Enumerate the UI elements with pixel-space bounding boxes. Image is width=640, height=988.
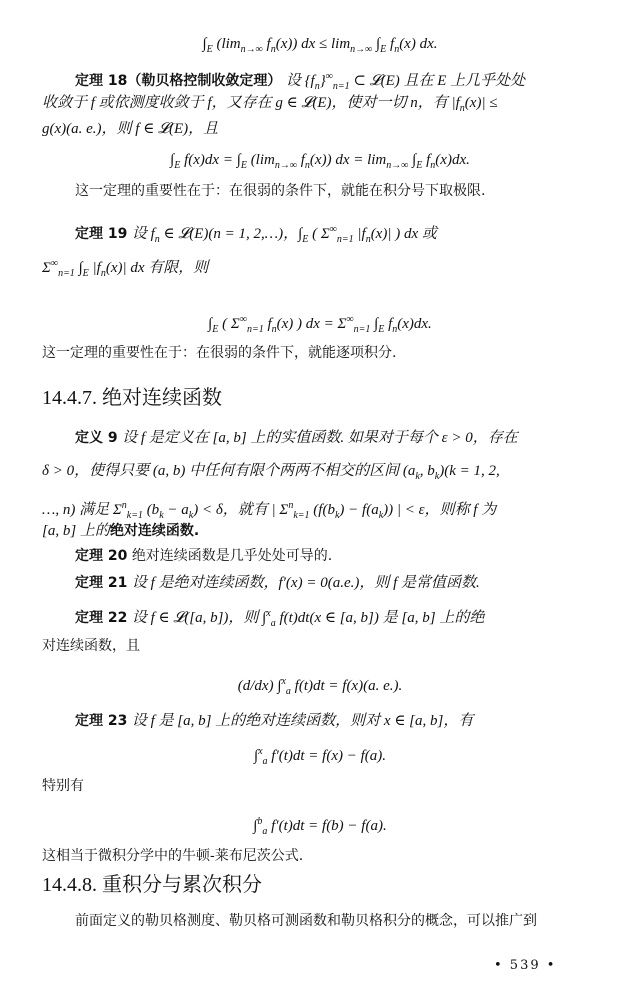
special-case-label: 特别有 [42, 778, 84, 794]
theorem-18-line3: g(x)(a. e.)，则 f ∈ 𝓛(E)，且 [42, 121, 219, 137]
theorem-18-note: 这一定理的重要性在于：在很弱的条件下，就能在积分号下取极限. [75, 183, 486, 199]
definition-text: [a, b] 上的 [42, 523, 110, 539]
equation-newton-leibniz: ∫$^b_a$ f′(t)dt = f(b) − f(a). [253, 816, 387, 837]
paragraph: 前面定义的勒贝格测度、勒贝格可测函数和勒贝格积分的概念，可以推广到 [75, 913, 537, 929]
page-number: • 539 • [494, 958, 557, 973]
theorem-text: 设 f 是绝对连续函数，f′(x) = 0(a.e.)，则 f 是常值函数. [131, 575, 480, 591]
theorem-22-line1 [75, 604, 484, 634]
theorem-label: 定理 21 [75, 575, 128, 591]
definition-label: 定义 9 [75, 430, 118, 446]
theorem-text: 设 f 是 [a, b] 上的绝对连续函数，则对 x ∈ [a, b]，有 [131, 713, 474, 729]
theorem-label: 定理 20 [75, 548, 128, 564]
theorem-18-line2: 收敛于 f 或依测度收敛于 f，又存在 g ∈ 𝓛(E)，使对一切 n，有 $|f_n(x)|$ ≤ [42, 95, 498, 114]
theorem-label: 定理 18（勒贝格控制收敛定理） [75, 73, 282, 89]
equation-derivative-integral: (d/dx) ∫$^x_a$ f(t)dt = f(x)(a. e.). [237, 676, 403, 697]
theorem-23-line1 [75, 711, 473, 731]
section-heading-14-4-8: 14.4.8. 重积分与累次积分 [42, 874, 262, 896]
theorem-19-line2: $\Sigma^\infty_{n=1}$ $\int_E$ $|f_n(x)|$ dx 有限，则 [42, 258, 209, 279]
theorem-text: 绝对连续函数是几乎处处可导的. [131, 548, 333, 564]
theorem-text: 设 f ∈ 𝓛([a, b])，则 ∫$^x_a$ f(t)dt(x ∈ [a, b]) 是 [a, b] 上的绝 [131, 608, 485, 629]
defined-term: 绝对连续函数. [109, 523, 200, 539]
theorem-20 [75, 546, 332, 566]
equation-dominated-convergence: $\int_E$ $f(x)dx = \int_E$ ($\lim_{n\to\infty}$ $f_n(x)$) dx = $\lim_{n\to\infty} \int_E$ $f_n(x)dx$. [170, 152, 470, 171]
theorem-22-line2: 对连续函数，且 [42, 638, 140, 654]
theorem-23-note: 这相当于微积分学中的牛顿-莱布尼茨公式. [42, 848, 304, 864]
equation-ftc: ∫$^x_a$ f′(t)dt = f(x) − f(a). [253, 746, 387, 767]
theorem-21 [75, 573, 480, 593]
theorem-label: 定理 22 [75, 610, 128, 626]
definition-9-line3: …, n) 满足 $\Sigma^n_{k=1}$ $(b_k - a_k) < \delta$，就有 | $\Sigma^n_{k=1}$ $(f(b_k) - f(a_k))$ | < ε，则称 f 为 [42, 500, 497, 521]
definition-9-line2: δ > 0，使得只要 (a, b) 中任何有限个两两不相交的区间 ($a_k$, $b_k)(k = 1$, 2, [42, 463, 500, 482]
theorem-text: 设 $\{f_n\}^\infty_{n=1}$ ⊂ 𝓛(E) 且在 E 上几乎处处 [285, 71, 526, 92]
definition-9-line1 [75, 428, 518, 448]
theorem-19-note: 这一定理的重要性在于：在很弱的条件下，就能逐项积分. [42, 345, 397, 361]
equation-termwise-integration: $\int_E$ ( $\Sigma^\infty_{n=1}$ $f_n(x)$ ) dx = $\Sigma^\infty_{n=1}$ $\int_E$ $f_n(x)dx$. [208, 314, 432, 335]
theorem-text: 设 $f_n$ ∈ 𝓛(E)(n = 1, 2,…)，$\int_E$ ( $\Sigma^\infty_{n=1}$ $|f_n(x)|$ ) dx 或 [131, 224, 437, 245]
definition-9-line4 [42, 521, 199, 541]
theorem-label: 定理 19 [75, 226, 128, 242]
definition-text: 设 f 是定义在 [a, b] 上的实值函数. 如果对于每个 ε > 0，存在 [122, 430, 518, 446]
equation-fatou: $\int_E$ ($\lim_{n\to\infty}$ $f_n(x)$) dx ≤ $\lim_{n\to\infty} \int_E$ $f_n(x)$ dx. [202, 36, 438, 55]
theorem-label: 定理 23 [75, 713, 128, 729]
section-heading-14-4-7: 14.4.7. 绝对连续函数 [42, 387, 222, 409]
theorem-19-line1 [75, 220, 437, 250]
